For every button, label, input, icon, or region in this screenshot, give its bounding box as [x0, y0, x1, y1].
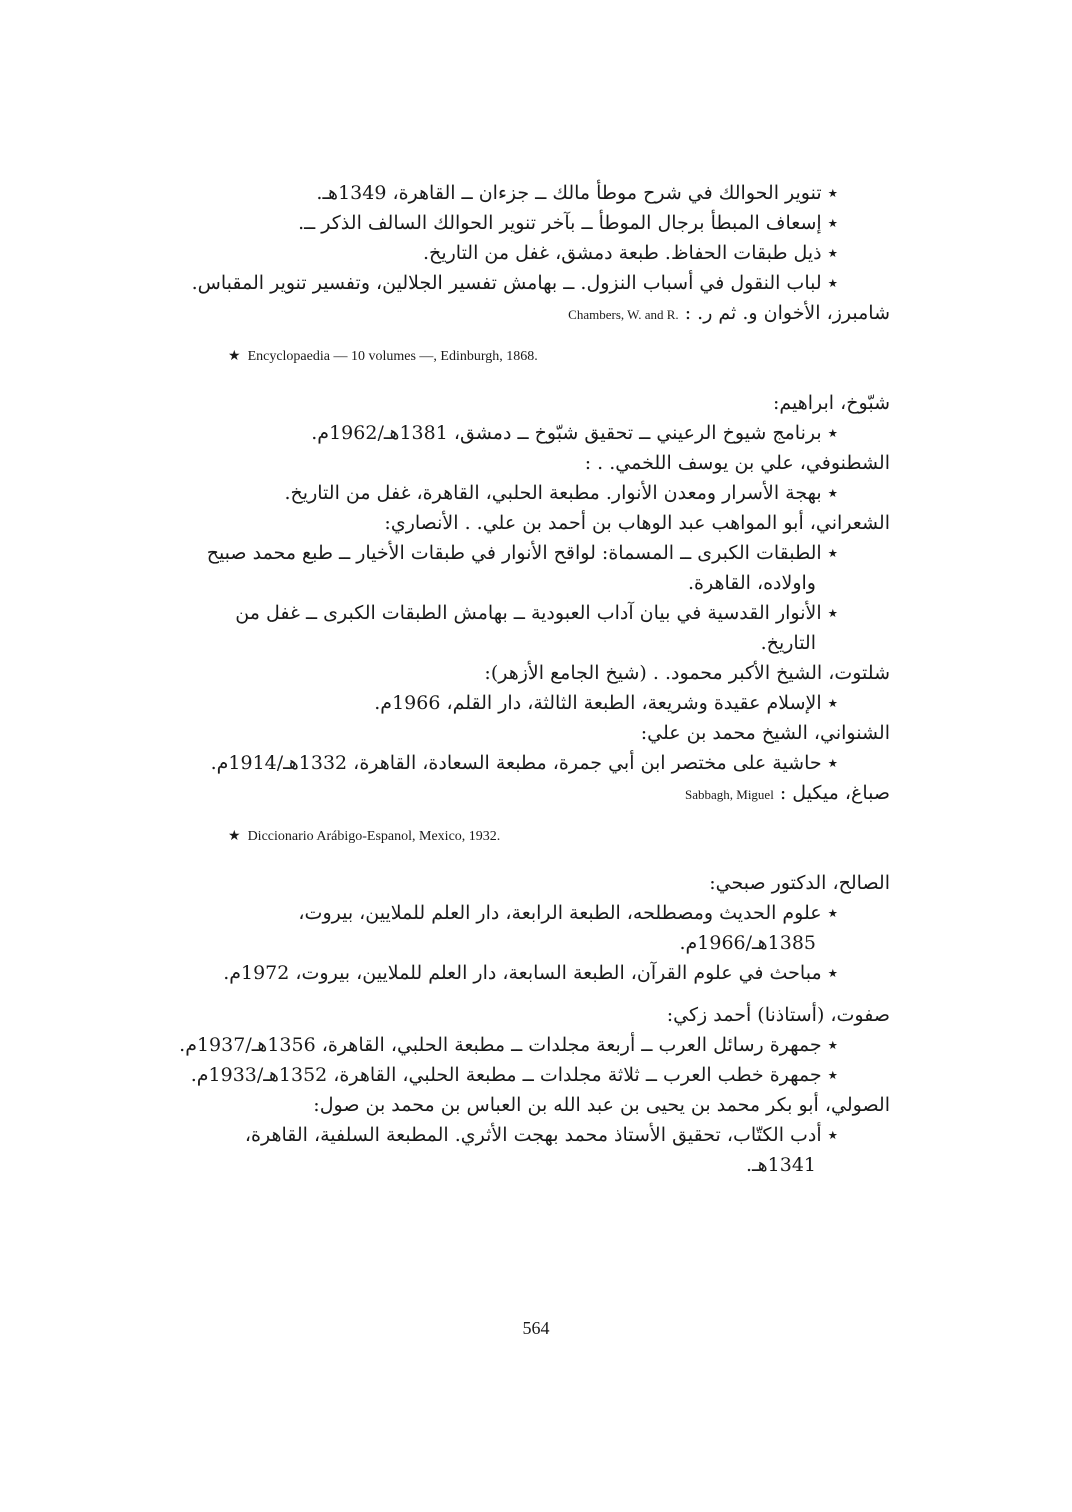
author-heading — [190, 1000, 890, 1030]
item-text: جمهرة خطب العرب ــ ثلاثة مجلدات ــ مطبعة الحلبي، القاهرة، 1352هـ/1933م. — [190, 1064, 822, 1086]
author-heading — [190, 718, 890, 748]
item-text: حاشية على مختصر ابن أبي جمرة، مطبعة السعادة، القاهرة، 1332هـ/1914م. — [210, 752, 822, 774]
author-name: الشنواني، الشيخ محمد بن علي: — [640, 722, 890, 744]
author-heading — [190, 778, 890, 810]
item-text: جمهرة رسائل العرب ــ أربعة مجلدات ــ مطبعة الحلبي، القاهرة، 1356هـ/1937م. — [179, 1034, 822, 1056]
author-heading — [190, 448, 890, 478]
author-heading — [190, 388, 890, 418]
bibliography-item — [190, 748, 890, 778]
bullet-icon: ٭ — [827, 542, 838, 564]
bibliography-item — [190, 538, 890, 598]
item-continuation: التاريخ. — [760, 632, 816, 654]
item-text: إسعاف المبطأ برجال الموطأ ــ بآخر تنوير الحوالك السالف الذكر ــ. — [298, 212, 822, 234]
author-latin-name: Sabbagh, Miguel — [684, 787, 774, 802]
author-name: صباغ، ميكيل : — [779, 782, 890, 804]
bibliography-item — [190, 1120, 890, 1180]
item-text: الأنوار القدسية في بيان آداب العبودية ــ بهامش الطبقات الكبرى ــ غفل من — [235, 602, 822, 624]
item-continuation: واولاده، القاهرة. — [687, 572, 816, 594]
item-continuation: 1341هـ. — [746, 1154, 816, 1176]
item-continuation: 1385هـ/1966م. — [679, 932, 816, 954]
bibliography-item — [190, 688, 890, 718]
item-text: بهجة الأسرار ومعدن الأنوار. مطبعة الحلبي، القاهرة، غفل من التاريخ. — [284, 482, 822, 504]
item-text: تنوير الحوالك في شرح موطأ مالك ــ جزءان ــ القاهرة، 1349هـ. — [316, 182, 822, 204]
author-heading — [190, 1090, 890, 1120]
author-name: شامبرز، الأخوان و. ثم ر. : — [684, 302, 890, 324]
author-name: شلتوت، الشيخ الأكبر محمود. . (شيخ الجامع الأزهر): — [484, 662, 890, 684]
bullet-icon: ٭ — [827, 602, 838, 624]
reference-text: Encyclopaedia — 10 volumes —, Edinburgh, 1868. — [247, 349, 538, 364]
bullet-icon: ٭ — [827, 752, 838, 774]
author-name: الصولي، أبو بكر محمد بن يحيى بن عبد الله بن العباس بن محمد بن صول: — [313, 1094, 890, 1116]
bibliography-item — [190, 958, 890, 988]
item-text: أدب الكتّاب، تحقيق الأستاذ محمد بهجت الأثري. المطبعة السلفية، القاهرة، — [244, 1124, 822, 1146]
author-latin-name: Chambers, W. and R. — [568, 307, 679, 322]
bullet-icon: ٭ — [827, 902, 838, 924]
bibliography-item — [190, 478, 890, 508]
item-text: علوم الحديث ومصطلحه، الطبعة الرابعة، دار العلم للملايين، بيروت، — [298, 902, 822, 924]
author-heading — [190, 658, 890, 688]
bullet-icon: ٭ — [827, 182, 838, 204]
item-text: الطبقات الكبرى ــ المسماة: لواقح الأنوار في طبقات الأخيار ــ طبع محمد صبيح — [206, 542, 822, 564]
bullet-icon: ٭ — [827, 962, 838, 984]
bullet-icon: ٭ — [827, 482, 838, 504]
bullet-icon: ٭ — [827, 1064, 838, 1086]
bibliography-list — [179, 178, 890, 1180]
author-heading — [190, 298, 890, 330]
author-heading — [190, 868, 890, 898]
bullet-icon: ٭ — [827, 692, 838, 714]
bibliography-item — [179, 1030, 890, 1060]
bullet-icon: ٭ — [827, 422, 838, 444]
item-text: الإسلام عقيدة وشريعة، الطبعة الثالثة، دار القلم، 1966م. — [374, 692, 822, 714]
reference-text: Diccionario Arábigo-Espanol, Mexico, 1932. — [247, 829, 501, 844]
bibliography-item — [190, 1060, 890, 1090]
item-text: لباب النقول في أسباب النزول. ــ بهامش تفسير الجلالين، وتفسير تنوير المقباس. — [191, 272, 822, 294]
star-icon: ★ — [228, 829, 241, 844]
bibliography-page — [179, 178, 890, 1328]
star-icon: ★ — [228, 349, 241, 364]
bullet-icon: ٭ — [827, 1034, 838, 1056]
author-name: شبّوخ، ابراهيم: — [772, 392, 890, 414]
bibliography-item — [190, 268, 890, 298]
item-text: مباحث في علوم القرآن، الطبعة السابعة، دار العلم للملايين، بيروت، 1972م. — [223, 962, 822, 984]
bullet-icon: ٭ — [827, 212, 838, 234]
bibliography-item — [190, 418, 890, 448]
item-text: برنامج شيوخ الرعيني ــ تحقيق شبّوخ ــ دمشق، 1381هـ/1962م. — [311, 422, 822, 444]
author-name: صفوت، (أستاذنا) أحمد زكي: — [666, 1004, 890, 1026]
latin-reference — [190, 342, 890, 372]
latin-reference — [190, 822, 890, 852]
author-name: الصالح، الدكتور صبحي: — [709, 872, 890, 894]
bibliography-item — [190, 208, 890, 238]
author-name: الشعراني، أبو المواهب عبد الوهاب بن أحمد بن علي. . الأنصاري: — [384, 512, 890, 534]
item-text: ذيل طبقات الحفاظ. طبعة دمشق، غفل من التاريخ. — [423, 242, 822, 264]
bullet-icon: ٭ — [827, 1124, 838, 1146]
page-number: 564 — [522, 1318, 550, 1338]
bibliography-item — [190, 898, 890, 958]
author-heading — [190, 508, 890, 538]
author-name: الشطنوفي، علي بن يوسف اللخمي. . : — [584, 452, 890, 474]
bibliography-item — [190, 178, 890, 208]
bullet-icon: ٭ — [827, 272, 838, 294]
bibliography-item — [190, 598, 890, 658]
bibliography-item — [190, 238, 890, 268]
bullet-icon: ٭ — [827, 242, 838, 264]
